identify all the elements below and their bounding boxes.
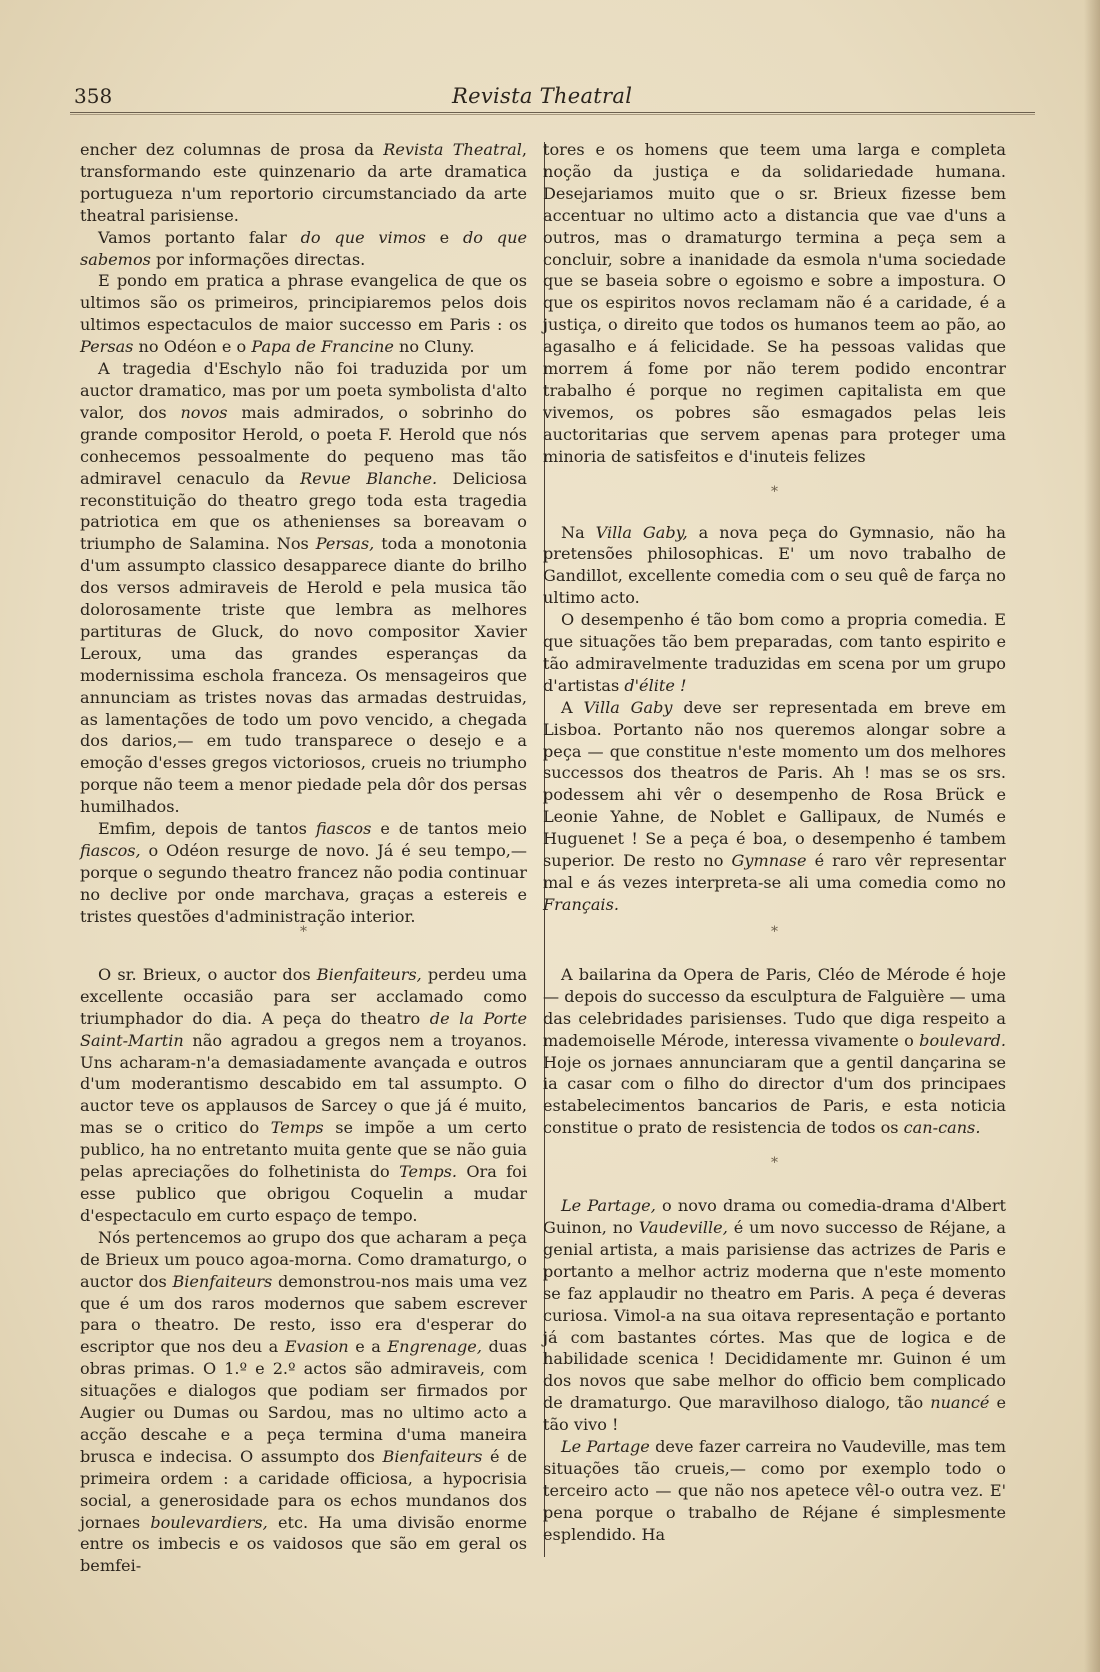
paragraph: Nós pertencemos ao grupo dos que acharam a peça de Brieux um pouco agoa-morna. Como dramaturgo, o auctor dos Bienfaiteurs demonstrou-nos mais uma vez que é um dos raros modernos que sabem escrever para o theatro. De resto, isso era d'esperar do escriptor que nos deu a Evasion e a Engrenage, duas obras primas. O 1.º e 2.º actos são admiraveis, com situações e dialogos que podiam ser firmados por Augier ou Dumas ou Sardou, mas no ultimo acto a acção descahe e a peça termina d'uma maneira brusca e indecisa. O assumpto dos Bienfaiteurs é de primeira ordem : a caridade officiosa, a hypocrisia social, a generosidade para os echos mundanos dos jornaes boulevardiers, etc. Ha uma divisão enorme entre os imbecis e os vaidosos que são em geral os bemfei- bbox=[80, 1227, 528, 1576]
italic-run: Villa Gaby, bbox=[595, 522, 688, 542]
paragraph: O desempenho é tão bom como a propria comedia. E que situações tão bem preparadas, com tanto espirito e tão admiravelmente traduzidas em scena por um grupo d'artistas d'élite ! bbox=[543, 610, 1006, 695]
italic-run: fiascos bbox=[315, 819, 372, 839]
running-title: Revista Theatral bbox=[452, 84, 633, 108]
italic-run: Revista Theatral bbox=[383, 140, 522, 159]
italic-run: Bienfaiteurs bbox=[172, 1271, 273, 1291]
italic-run: novos bbox=[180, 402, 228, 422]
italic-run: fiascos, bbox=[80, 841, 141, 860]
italic-run: Gymnase bbox=[731, 851, 807, 871]
italic-run: can-cans. bbox=[903, 1118, 981, 1138]
italic-run: do que vimos bbox=[300, 227, 426, 247]
italic-run: Engrenage, bbox=[387, 1337, 482, 1357]
page-number: 358 bbox=[74, 84, 113, 108]
page-edge bbox=[1084, 0, 1100, 1672]
section-asterisk: * bbox=[771, 1155, 778, 1172]
italic-run: Le Partage, bbox=[561, 1196, 656, 1216]
right-column-top bbox=[543, 139, 1006, 916]
section-asterisk: * bbox=[771, 483, 778, 500]
left-column-top bbox=[80, 139, 527, 928]
paragraph: encher dez columnas de prosa da Revista Theatral, transformando este quinzenario da arte dramatica portugueza n'um reportorio circumstanciado da arte theatral parisiense. bbox=[80, 140, 527, 225]
italic-run: Villa Gaby bbox=[583, 697, 673, 717]
paragraph: A Villa Gaby deve ser representada em breve em Lisboa. Portanto não nos queremos alongar sobre a peça — que constitue n'este momento um dos melhores successos dos theatros de Paris. Ah ! mas se os srs. podessem ahi vêr o desempenho de Rosa Brück e Leonie Yahne, de Noblet e Gallipaux, de Numés e Huguenet ! Se a peça é boa, o desempenho é tambem superior. De resto no Gymnase é raro vêr representar mal e ás vezes interpreta-se ali uma comedia como no Français. bbox=[543, 697, 1006, 914]
paragraph: Le Partage deve fazer carreira no Vaudeville, mas tem situações tão crueis,— como por exemplo todo o terceiro acto — que não nos apetece vêl-o outra vez. E' pena porque o trabalho de Réjane é simplesmente esplendido. Ha bbox=[543, 1437, 1006, 1544]
paragraph: O sr. Brieux, o auctor dos Bienfaiteurs, perdeu uma excellente occasião para ser acclamado como triumphador do dia. A peça do theatro de la Porte Saint-Martin não agradou a gregos nem a troyanos. Uns acharam-n'a demasiadamente avançada e outros d'um moderantismo descabido em tal assumpto. O auctor teve os applausos de Sarcey o que já é muito, mas se o critico do Temps se impõe a um certo publico, ha no entretanto muita gente que se não guia pelas apreciações do folhetinista do Temps. Ora foi esse publico que obrigou Coquelin a mudar d'espectaculo em curto espaço de tempo. bbox=[80, 964, 527, 1225]
section-asterisk: * bbox=[300, 924, 307, 940]
page-header bbox=[70, 84, 1035, 114]
section-asterisk: * bbox=[771, 924, 778, 940]
italic-run: Bienfaiteurs, bbox=[316, 964, 422, 984]
italic-run: Temps bbox=[270, 1118, 324, 1138]
italic-run: Revue Blanche. bbox=[300, 468, 438, 488]
paragraph: Le Partage, o novo drama ou comedia-drama d'Albert Guinon, no Vaudeville, é um novo successo de Réjane, a genial artista, a mais parisiense das actrizes de Paris e portanto a melhor actriz moderna que n'este momento se faz applaudir no theatro em Paris. A peça é deveras curiosa. Vimol-a na sua oitava representação e portanto já com bastantes córtes. Mas que de logica e de habilidade scenica ! Decididamente mr. Guinon é um dos novos que sabe melhor do officio bem complicado de dramaturgo. Que maravilhoso dialogo, tão nuancé e tão vivo ! bbox=[543, 1196, 1006, 1435]
italic-run: Evasion bbox=[284, 1337, 349, 1357]
italic-run: Français. bbox=[543, 894, 619, 914]
italic-run: Persas, bbox=[315, 534, 375, 554]
italic-run: d'élite ! bbox=[624, 675, 687, 695]
header-rule bbox=[70, 112, 1035, 115]
italic-run: de la Porte Saint-Martin bbox=[80, 1008, 527, 1050]
paragraph: E pondo em pratica a phrase evangelica de que os ultimos são os primeiros, principiaremos pelos dois ultimos espectaculos de maior successo em Paris : os Persas no Odéon e o Papa de Francine no Cluny. bbox=[80, 271, 527, 357]
italic-run: Temps. bbox=[399, 1162, 458, 1182]
right-column-bottom bbox=[543, 922, 1006, 1546]
italic-run: boulevardiers, bbox=[150, 1512, 268, 1532]
italic-run: Vaudeville, bbox=[638, 1217, 728, 1237]
paragraph: A tragedia d'Eschylo não foi traduzida por um auctor dramatico, mas por um poeta symbolista d'alto valor, dos novos mais admirados, o sobrinho do grande compositor Herold, o poeta F. Herold que nós conhecemos pessoalmente do pequeno mas tão admiravel cenaculo da Revue Blanche. Deliciosa reconstituição do theatro grego toda esta tragedia patriotica em que os athenienses sa boreavam o triumpho de Salamina. Nos Persas, toda a monotonia d'um assumpto classico desapparece diante do brilho dos versos admiraveis de Herold e pela musica tão dolorosamente triste que lembra as melhores partituras de Gluck, do novo compositor Xavier Leroux, uma das grandes esperanças da modernissima eschola franceza. Os mensageiros que annunciam as tristes novas das armadas destruidas, as lamentações de todo um povo vencido, a chegada dos darios,— em tudo transparece o desejo e a emoção d'esses gregos victoriosos, crueis no triumpho porque não teem a menor piedade pela dôr dos persas humilhados. bbox=[80, 359, 527, 817]
italic-run: nuancé bbox=[930, 1393, 990, 1413]
italic-run: Bienfaiteurs bbox=[382, 1446, 483, 1466]
paragraph: tores e os homens que teem uma larga e completa noção da justiça e da solidariedade humana. Desejariamos muito que o sr. Brieux fizesse bem accentuar no ultimo acto a distancia que vae d'uns a outros, mas o dramaturgo termina a peça sem a concluir, sobre a inanidade da esmola n'uma sociedade que se baseia sobre o egoismo e sobre a impostura. O que os espiritos novos reclamam não é a caridade, é a justiça, o direito que todos os humanos teem ao pão, ao agasalho e á felicidade. Se ha pessoas validas que morrem á fome por não terem podido encontrar trabalho é porque no regimen capitalista em que vivemos, os pobres são esmagados pelas leis auctoritarias que servem apenas para proteger uma minoria de satisfeitos e d'inuteis felizes bbox=[543, 140, 1006, 466]
paragraph: Na Villa Gaby, a nova peça do Gymnasio, não ha pretensões philosophicas. E' um novo trabalho de Gandillot, excellente comedia com o seu quê de farça no ultimo acto. bbox=[543, 522, 1006, 608]
left-column-bottom bbox=[80, 922, 527, 1577]
italic-run: Persas bbox=[80, 337, 134, 357]
paragraph: A bailarina da Opera de Paris, Cléo de Mérode é hoje — depois do successo da esculptura de Falguière — uma das celebridades parisienses. Tudo que diga respeito a mademoiselle Mérode, interessa vivamente o boulevard. Hoje os jornaes annunciaram que a gentil dançarina se ia casar com o filho do director d'um dos principaes estabelecimentos bancarios de Paris, e esta noticia constitue o prato de resistencia de todos os can-cans. bbox=[543, 964, 1006, 1138]
italic-run: Le Partage bbox=[561, 1437, 650, 1457]
italic-run: boulevard. bbox=[919, 1030, 1006, 1050]
italic-run: do que sabemos bbox=[80, 227, 527, 269]
italic-run: Papa de Francine bbox=[251, 337, 394, 357]
paragraph: Vamos portanto falar do que vimos e do que sabemos por informações directas. bbox=[80, 227, 527, 269]
paragraph: Emfim, depois de tantos fiascos e de tantos meio fiascos, o Odéon resurge de novo. Já é seu tempo,— porque o segundo theatro francez não podia continuar no declive por onde marchava, graças a estereis e tristes questões d'administração interior. bbox=[80, 819, 527, 926]
